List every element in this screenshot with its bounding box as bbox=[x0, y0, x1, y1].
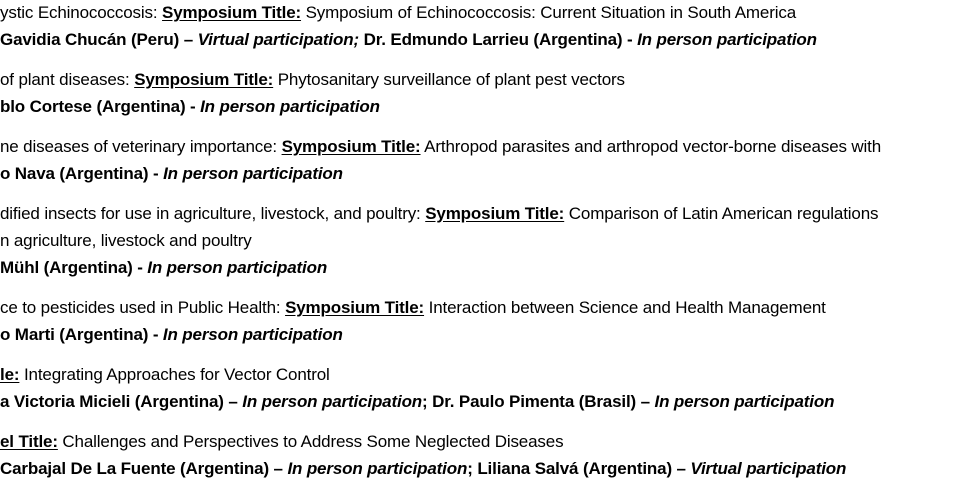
symposium-title-label: Symposium Title: bbox=[425, 204, 565, 223]
speaker-name: Gavidia Chucán (Peru) – bbox=[0, 30, 198, 49]
symposium-title-label: Symposium Title: bbox=[281, 137, 421, 156]
symposium-title-label: Symposium Title: bbox=[162, 3, 302, 22]
symposium-title: Symposium of Echinococcosis: Current Situation in South America bbox=[301, 3, 796, 22]
topic-text: ystic Echinococcosis: bbox=[0, 3, 163, 22]
participation-mode: Virtual participation bbox=[690, 459, 847, 478]
speaker-name: ; Liliana Salvá (Argentina) – bbox=[467, 459, 691, 478]
topic-text: ce to pesticides used in Public Health: bbox=[0, 298, 286, 317]
speakers-line bbox=[0, 391, 834, 413]
symposium-title: Arthropod parasites and arthropod vector-borne diseases with bbox=[420, 137, 882, 156]
participation-mode: In person participation bbox=[242, 392, 423, 411]
participation-mode: Virtual participation; bbox=[197, 30, 359, 49]
symposium-title-label: el Title: bbox=[0, 432, 58, 451]
speaker-name: a Victoria Micieli (Argentina) – bbox=[0, 392, 243, 411]
participation-mode: In person participation bbox=[654, 392, 835, 411]
symposium-title-continuation: n agriculture, livestock and poultry bbox=[0, 231, 252, 250]
speakers-line bbox=[0, 163, 343, 185]
participation-mode: In person participation bbox=[163, 164, 343, 183]
participation-mode: In person participation bbox=[200, 97, 380, 116]
topic-text: ne diseases of veterinary importance: bbox=[0, 137, 282, 156]
symposium-title-label: le: bbox=[0, 365, 20, 384]
symposium-title: Interaction between Science and Health Management bbox=[424, 298, 826, 317]
participation-mode: In person participation bbox=[287, 459, 468, 478]
symposium-title-label: Symposium Title: bbox=[285, 298, 425, 317]
topic-line bbox=[0, 136, 881, 158]
participation-mode: In person participation bbox=[162, 325, 343, 344]
topic-line bbox=[0, 203, 878, 225]
speaker-name: o Marti (Argentina) - bbox=[0, 325, 163, 344]
speaker-name: Carbajal De La Fuente (Argentina) – bbox=[0, 459, 288, 478]
speaker-name: Dr. Edmundo Larrieu (Argentina) - bbox=[359, 30, 638, 49]
topic-line bbox=[0, 69, 625, 91]
speaker-name: Mühl (Argentina) - bbox=[0, 258, 148, 277]
speaker-name: blo Cortese (Argentina) - bbox=[0, 97, 201, 116]
symposium-title-label: Symposium Title: bbox=[134, 70, 274, 89]
speaker-name: o Nava (Argentina) - bbox=[0, 164, 164, 183]
topic-line bbox=[0, 431, 563, 453]
speakers-line bbox=[0, 29, 817, 51]
topic-line bbox=[0, 2, 796, 24]
speakers-line bbox=[0, 257, 327, 279]
topic-continuation-line bbox=[0, 230, 252, 252]
participation-mode: In person participation bbox=[147, 258, 328, 277]
participation-mode: In person participation bbox=[637, 30, 817, 49]
symposium-title: Integrating Approaches for Vector Control bbox=[19, 365, 330, 384]
speakers-line bbox=[0, 96, 380, 118]
speaker-name: ; Dr. Paulo Pimenta (Brasil) – bbox=[422, 392, 655, 411]
topic-text: of plant diseases: bbox=[0, 70, 135, 89]
topic-line bbox=[0, 297, 826, 319]
symposium-title: Comparison of Latin American regulations bbox=[564, 204, 879, 223]
speakers-line bbox=[0, 458, 846, 480]
topic-text: dified insects for use in agriculture, livestock, and poultry: bbox=[0, 204, 426, 223]
topic-line bbox=[0, 364, 330, 386]
symposium-title: Challenges and Perspectives to Address Some Neglected Diseases bbox=[57, 432, 564, 451]
speakers-line bbox=[0, 324, 343, 346]
symposium-title: Phytosanitary surveillance of plant pest vectors bbox=[273, 70, 625, 89]
